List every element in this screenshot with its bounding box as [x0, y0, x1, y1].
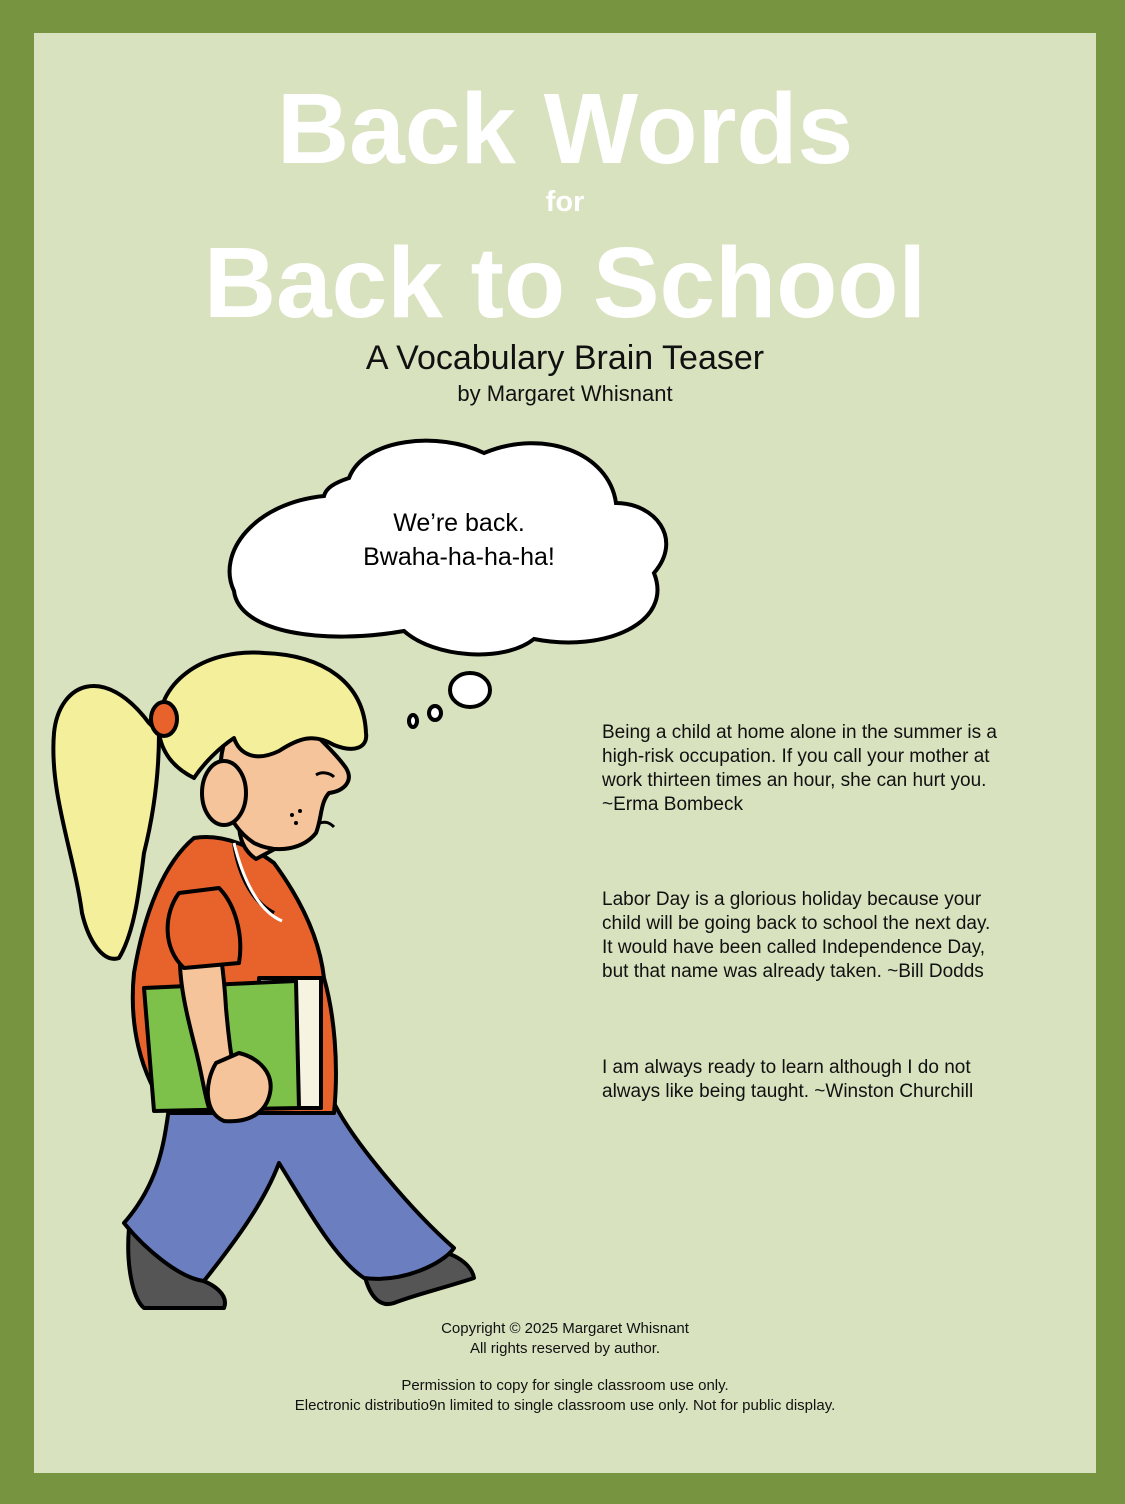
- quote-line: Labor Day is a glorious holiday because your: [602, 889, 982, 910]
- quote-line: I am always ready to learn although I do not: [602, 1057, 971, 1078]
- quote-line: Being a child at home alone in the summer is a: [602, 722, 997, 743]
- permission-line: Permission to copy for single classroom use only.: [401, 1377, 729, 1394]
- bubble-line-2: Bwaha-ha-ha-ha!: [363, 543, 555, 571]
- quote-line: It would have been called Independence Day,: [602, 937, 986, 958]
- bubble-line-1: We’re back.: [393, 509, 525, 537]
- quote-churchill: [602, 1056, 1052, 1104]
- title-line-1: Back Words: [276, 73, 854, 185]
- quote-line: child will be going back to school the next day.: [602, 913, 991, 934]
- quote-line: ~Erma Bombeck: [602, 794, 743, 815]
- permission-block: [34, 1376, 1096, 1416]
- distribution-line: Electronic distributio9n limited to single classroom use only. Not for public display.: [294, 1397, 836, 1414]
- quote-line: high-risk occupation. If you call your mother at: [602, 746, 990, 767]
- rights-line: All rights reserved by author.: [469, 1340, 661, 1357]
- quote-line: work thirteen times an hour, she can hurt you.: [602, 770, 987, 791]
- quote-bombeck: [602, 721, 1052, 817]
- cover-page: [34, 33, 1096, 1473]
- copyright-line: Copyright © 2025 Margaret Whisnant: [441, 1320, 689, 1337]
- subtitle: A Vocabulary Brain Teaser: [365, 339, 765, 377]
- copyright-block: [34, 1319, 1096, 1359]
- thought-bubble-text: [324, 506, 594, 574]
- quote-dodds: [602, 888, 1052, 984]
- girl-figure: [53, 653, 474, 1308]
- author-byline: by Margaret Whisnant: [457, 381, 673, 406]
- quote-line: always like being taught. ~Winston Churchill: [602, 1081, 974, 1102]
- title-line-2: Back to School: [203, 227, 927, 339]
- title-connector: for: [545, 186, 585, 218]
- quote-line: but that name was already taken. ~Bill Dodds: [602, 961, 984, 982]
